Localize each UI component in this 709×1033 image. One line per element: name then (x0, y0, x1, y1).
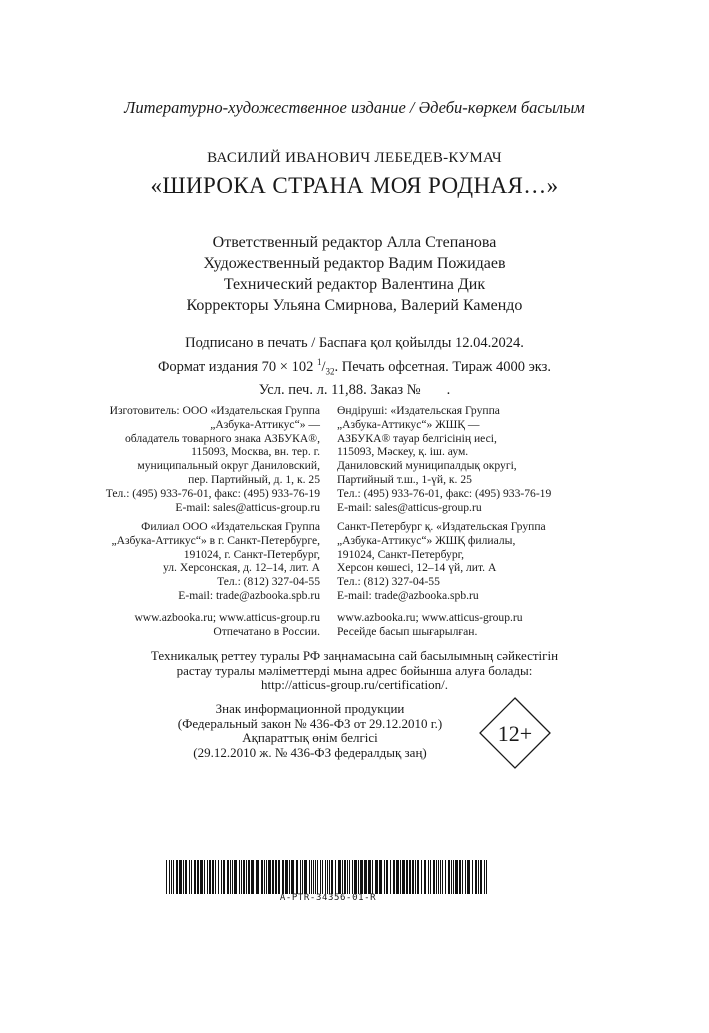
barcode-bar (442, 860, 443, 894)
address-line: Тел.: (495) 933-76-01, факс: (495) 933-76-19 (105, 486, 320, 500)
barcode-bar (285, 860, 288, 894)
barcode-bar (272, 860, 274, 894)
cert-line: растау туралы мәліметтерді мына адрес бойынша алуға болады: (176, 662, 533, 678)
address-line: E-mail: trade@azbooka.spb.ru (337, 588, 479, 602)
barcode-bar (315, 860, 316, 894)
barcode-bar (200, 860, 203, 894)
barcode-bar (379, 860, 382, 894)
certification-note (0, 649, 709, 693)
barcode-bar (207, 860, 208, 894)
order-label: Усл. печ. л. 11,88. Заказ № (258, 381, 421, 398)
barcode-bar (465, 860, 466, 894)
barcode-bar (197, 860, 199, 894)
barcode-bar (462, 860, 463, 894)
barcode-bar (189, 860, 190, 894)
format-denominator: 32 (325, 366, 335, 377)
address-line: Херсон көшесі, 12–14 үй, лит. А (337, 561, 497, 575)
info-product-sign (150, 702, 470, 760)
barcode-bar (317, 860, 318, 894)
sign-line: (29.12.2010 ж. № 436-ФЗ федералдық заң) (193, 744, 427, 760)
barcode-bar (478, 860, 479, 894)
cert-url: http://atticus-group.ru/certification/. (260, 677, 448, 692)
printed-in: Ресейде басып шығарылған. (337, 624, 478, 638)
barcode-bar (296, 860, 298, 894)
address-line: „Азбука-Аттикус“» ЖШҚ филиалы, (337, 533, 516, 547)
barcode-bar (448, 860, 450, 894)
barcode-bar (484, 860, 485, 894)
address-line: муниципальный округ Даниловский, (137, 459, 320, 473)
address-line: 191024, Санкт-Петербург, (337, 547, 464, 561)
address-line: Даниловский муниципалдық округі, (337, 459, 517, 473)
barcode-bar (421, 860, 422, 894)
web-links: www.azbooka.ru; www.atticus-group.ru (337, 611, 523, 624)
barcode-bar (256, 860, 259, 894)
barcode-bar (291, 860, 294, 894)
barcode-bar (325, 860, 326, 894)
web-kz (337, 611, 607, 639)
barcode-bar (417, 860, 419, 894)
barcode-bar (227, 860, 229, 894)
barcode-bar (289, 860, 290, 894)
barcode-bar (179, 860, 182, 894)
barcode-bar (300, 860, 301, 894)
print-info (0, 334, 709, 399)
barcode-bar (311, 860, 312, 894)
barcode-bar (320, 860, 321, 894)
barcode-bar (329, 860, 330, 894)
barcode-bar (486, 860, 487, 894)
address-line: Партийный т.ш., 1-үй, к. 25 (337, 472, 472, 486)
address-line: Филиал ООО «Издательская Группа (141, 520, 320, 533)
book-title: «ШИРОКА СТРАНА МОЯ РОДНАЯ…» (150, 173, 559, 198)
barcode-bar (313, 860, 314, 894)
print-date: Подписано в печать / Баспаға қол қойылды 12.04.2024. (185, 335, 524, 351)
address-line: Тел.: (812) 327-04-55 (217, 575, 320, 589)
cert-line: Техникалық реттеу туралы РФ заңнамасына сай басылымның сәйкестігін (150, 648, 559, 663)
barcode-bar (342, 860, 343, 894)
address-line: E-mail: trade@azbooka.spb.ru (178, 588, 320, 602)
barcode-bar (234, 860, 237, 894)
web-links: www.azbooka.ru; www.atticus-group.ru (134, 611, 320, 624)
sign-line: (Федеральный закон № 436-ФЗ от 29.12.2010 г.) (177, 715, 443, 731)
barcode-bar (166, 860, 167, 894)
barcode-bar (246, 860, 247, 894)
print-format (0, 353, 709, 381)
address-line: 115093, Москва, вн. тер. г. (191, 445, 320, 459)
barcode-bar (191, 860, 192, 894)
editorial-staff (0, 232, 709, 316)
barcode-bar (436, 860, 437, 894)
address-line: E-mail: sales@atticus-group.ru (175, 500, 320, 514)
barcode-bar (386, 860, 388, 894)
barcode-bar (248, 860, 250, 894)
staff-line: Ответственный редактор Алла Степанова (212, 234, 497, 251)
barcode-bar (218, 860, 219, 894)
address-line: Өндіруші: «Издательская Группа (337, 404, 500, 417)
barcode-bar (440, 860, 441, 894)
barcode-bar (433, 860, 435, 894)
barcode-bar (358, 860, 359, 894)
manufacturer-ru (60, 404, 320, 514)
barcode-bar (445, 860, 446, 894)
barcode-bar (261, 860, 263, 894)
barcode-bar (453, 860, 454, 894)
web-ru (60, 611, 320, 639)
barcode-bar (364, 860, 367, 894)
barcode-bar (232, 860, 233, 894)
age-rating-badge (479, 697, 551, 769)
staff-line: Художественный редактор Вадим Пожидаев (203, 255, 506, 272)
address-line: Изготовитель: ООО «Издательская Группа (109, 404, 320, 417)
barcode-bar (368, 860, 371, 894)
barcode-bar (268, 860, 271, 894)
address-line: E-mail: sales@atticus-group.ru (337, 500, 482, 514)
barcode-bar (185, 860, 187, 894)
barcode-bar (428, 860, 429, 894)
barcode-bar (390, 860, 391, 894)
address-line: пер. Партийный, д. 1, к. 25 (188, 472, 320, 486)
barcode-bar (400, 860, 401, 894)
barcode-bar (302, 860, 303, 894)
address-line: обладатель товарного знака АЗБУКА®, (125, 431, 320, 445)
barcode-bar (480, 860, 482, 894)
barcode-bar (472, 860, 473, 894)
barcode-bar (430, 860, 431, 894)
address-line: „Азбука-Аттикус“» — (210, 417, 320, 431)
barcode-bar (372, 860, 373, 894)
barcode-bar (409, 860, 411, 894)
barcode-bar (424, 860, 426, 894)
barcode-bar (451, 860, 452, 894)
barcode-bar (215, 860, 216, 894)
barcode-bar (176, 860, 178, 894)
barcode-bar (396, 860, 399, 894)
barcode-bar (331, 860, 333, 894)
barcode-bar (221, 860, 222, 894)
barcode-bar (406, 860, 408, 894)
barcode-bar (475, 860, 477, 894)
barcode-bar (266, 860, 267, 894)
age-rating-text: 12+ (497, 721, 533, 746)
barcode-bar (415, 860, 416, 894)
format-suffix: . Печать офсетная. Тираж 4000 экз. (334, 358, 552, 375)
address-line: Тел.: (495) 933-76-01, факс: (495) 933-76-19 (337, 486, 552, 500)
barcode-bar (349, 860, 350, 894)
barcode-bar (183, 860, 184, 894)
address-line: АЗБУКА® тауар белгісінің иесі, (337, 431, 497, 445)
format-prefix: Формат издания 70 × 102 (157, 358, 317, 375)
barcode-bar (204, 860, 205, 894)
address-line: „Азбука-Аттикус“» ЖШҚ — (337, 417, 480, 431)
staff-line: Технический редактор Валентина Дик (223, 276, 486, 293)
barcode-bar (335, 860, 336, 894)
barcode-bar (322, 860, 323, 894)
order-end: . (446, 381, 451, 398)
barcode-bar (412, 860, 414, 894)
author-name: ВАСИЛИЙ ИВАНОВИЧ ЛЕБЕДЕВ-КУМАЧ (207, 150, 502, 166)
barcode-bar (239, 860, 240, 894)
barcode-bar (243, 860, 245, 894)
barcode-bar (344, 860, 346, 894)
address-line: 115093, Мәскеу, қ. іш. аум. (337, 445, 469, 459)
barcode-bar (338, 860, 341, 894)
barcode-bar (278, 860, 280, 894)
barcode-bar (354, 860, 357, 894)
barcode-bar (304, 860, 307, 894)
address-line: ул. Херсонская, д. 12–14, лит. А (162, 561, 320, 575)
format-slash: / (321, 358, 326, 375)
sign-line: Ақпараттық өнім белгісі (242, 730, 378, 745)
barcode-bar (275, 860, 277, 894)
barcode-bar (223, 860, 225, 894)
barcode-bar (327, 860, 328, 894)
printed-in: Отпечатано в России. (213, 624, 320, 638)
barcode-bar (459, 860, 461, 894)
barcode-bar (467, 860, 470, 894)
format-numerator: 1 (316, 356, 322, 367)
barcode-text: A-PTR-34356-01-R (279, 893, 377, 903)
barcode-bar (402, 860, 405, 894)
branch-ru (60, 520, 320, 603)
manufacturer-kz (337, 404, 607, 514)
barcode-bar (309, 860, 310, 894)
barcode-bar (209, 860, 211, 894)
barcode-bar (171, 860, 172, 894)
barcode-bar (264, 860, 265, 894)
barcode-bar (212, 860, 214, 894)
sign-line: Знак информационной продукции (215, 701, 405, 716)
genre-line: Литературно-художественное издание / Әдеби-көркем басылым (124, 98, 585, 117)
address-line: Санкт-Петербург қ. «Издательская Группа (337, 520, 546, 533)
address-line: 191024, г. Санкт-Петербург, (183, 547, 320, 561)
print-order (0, 381, 709, 400)
barcode-bar (194, 860, 196, 894)
barcode-bar (251, 860, 254, 894)
barcode-bar (173, 860, 174, 894)
barcode-bar (375, 860, 378, 894)
barcode-bar (282, 860, 284, 894)
address-line: „Азбука-Аттикус“» в г. Санкт-Петербурге, (111, 533, 320, 547)
barcode-bar (241, 860, 242, 894)
barcode-bar (360, 860, 363, 894)
barcode-bar (393, 860, 395, 894)
branch-kz (337, 520, 607, 603)
barcode-bar (230, 860, 231, 894)
barcode-bar (169, 860, 170, 894)
barcode-bar (384, 860, 385, 894)
barcode-bar (438, 860, 439, 894)
address-line: Тел.: (812) 327-04-55 (337, 575, 440, 589)
barcode (164, 860, 492, 894)
staff-line: Корректоры Ульяна Смирнова, Валерий Камендо (186, 297, 523, 314)
barcode-bar (347, 860, 348, 894)
barcode-bar (455, 860, 458, 894)
barcode-bar (352, 860, 353, 894)
